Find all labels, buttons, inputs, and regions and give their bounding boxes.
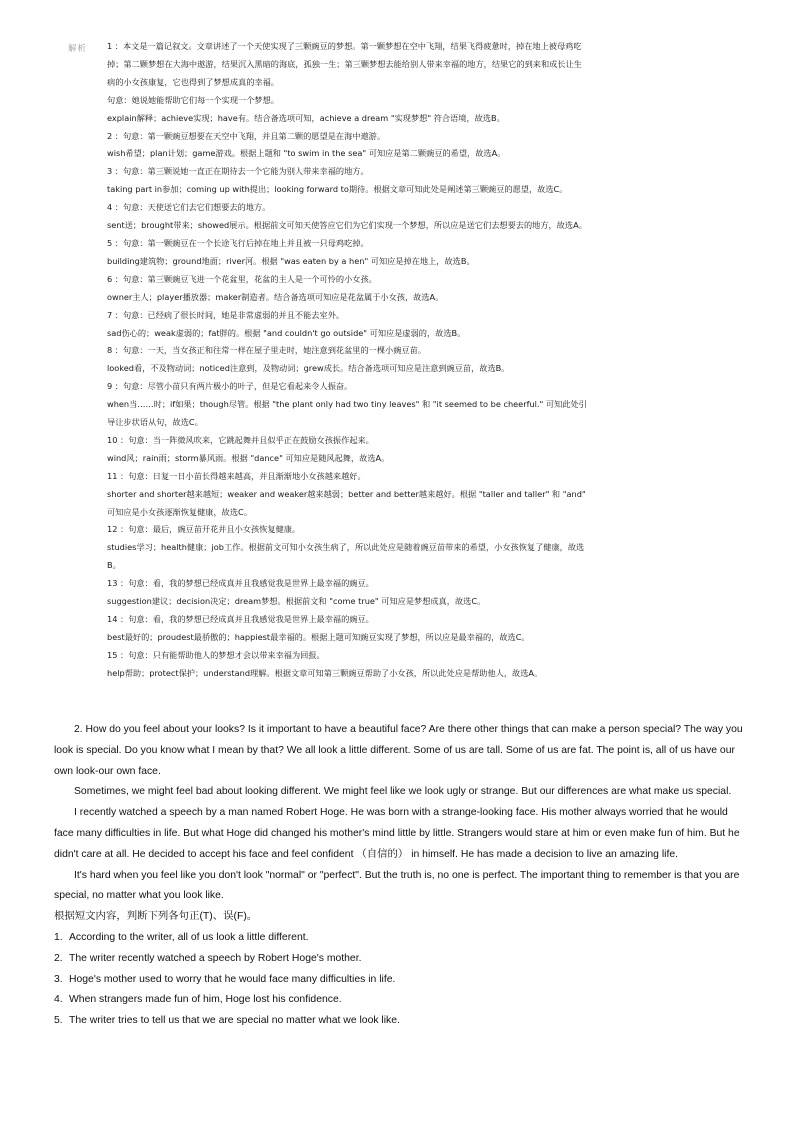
question-item bbox=[54, 949, 744, 970]
passage-paragraph: Sometimes, we might feel bad about looking different. We might feel like we look ugly or strange. But our differences are what make us special. bbox=[74, 786, 732, 798]
question-text: The writer recently watched a speech by Robert Hoge's mother. bbox=[69, 952, 362, 964]
analysis-line: 7 ：句意：已经病了很长时间，她是非常虚弱的并且不能去室外。 bbox=[107, 309, 345, 320]
analysis-line: 5 ：句意：第一颗豌豆在一个长途飞行后掉在地上并且被一只母鸡吃掉。 bbox=[107, 237, 369, 248]
question-item bbox=[54, 990, 744, 1011]
analysis-line: 2 ：句意：第一颗豌豆想要在天空中飞翔，并且第二颗的愿望是在海中遨游。 bbox=[107, 130, 386, 141]
analysis-line: 15 ：句意：只有能帮助他人的梦想才会以带来幸福为回报。 bbox=[107, 649, 325, 660]
analysis-line: 句意：她说她能帮助它们每一个实现一个梦想。 bbox=[107, 94, 279, 105]
analysis-line: taking part in参加；coming up with提出；looking forward to期待。根据文章可知此处是阐述第三颗豌豆的愿望，故选C。 bbox=[107, 184, 568, 195]
task-instruction: 根据短文内容，判断下列各句正(T)、误(F)。 bbox=[54, 911, 258, 923]
analysis-line: wind风；rain雨；storm暴风雨。根据 "dance" 可知应是随风起舞，故选A。 bbox=[107, 452, 390, 463]
analysis-line: help帮助；protect保护；understand理解。根据文章可知第三颗豌豆帮助了小女孩，所以此处应是帮助他人，故选A。 bbox=[107, 667, 543, 678]
analysis-line: 11 ：句意：日复一日小苗长得越来越高，并且渐渐地小女孩越来越好。 bbox=[107, 470, 366, 481]
question-number: 3. bbox=[54, 973, 63, 985]
analysis-line: 10 ：句意：当一阵微风吹来，它跳起舞并且似乎正在鼓励女孩振作起来。 bbox=[107, 434, 374, 445]
analysis-line: 13 ：句意：看，我的梦想已经成真并且我感觉我是世界上最幸福的豌豆。 bbox=[107, 578, 374, 589]
question-item bbox=[54, 1011, 744, 1032]
question-item bbox=[54, 928, 744, 949]
analysis-line: suggestion建议；decision决定；dream梦想。根据前文和 "come true" 可知应是梦想成真，故选C。 bbox=[107, 596, 486, 607]
analysis-line: B。 bbox=[107, 560, 121, 571]
analysis-line: 4 ：句意：天使送它们去它们想要去的地方。 bbox=[107, 202, 271, 213]
passage-paragraph: 2. How do you feel about your looks? Is it important to have a beautiful face? Are there other things that can make a person special? The way you look is special. Do you know what I mean by that? We all look a little different. Some of us are tall. Some of us are fat. The point is, all of us have our own look-our own face. bbox=[54, 724, 743, 777]
question-item bbox=[54, 970, 744, 991]
analysis-line: studies学习；health健康；job工作。根据前文可知小女孩生病了，所以此处应是随着豌豆苗带来的希望，小女孩恢复了健康，故选 bbox=[107, 542, 585, 553]
analysis-line: looked看，不及物动词；noticed注意到，及物动词；grew成长。结合备选项可知应是注意到豌豆苗，故选B。 bbox=[107, 363, 510, 374]
question-text: Hoge's mother used to worry that he would face many difficulties in life. bbox=[69, 973, 396, 985]
analysis-section bbox=[62, 38, 742, 683]
analysis-body bbox=[107, 38, 742, 683]
question-number: 2. bbox=[54, 952, 63, 964]
analysis-line: 可知应是小女孩逐渐恢复健康，故选C。 bbox=[107, 506, 252, 517]
analysis-line: sad伤心的；weak虚弱的；fat胖的。根据 "and couldn't go outside" 可知应是虚弱的，故选B。 bbox=[107, 327, 466, 338]
analysis-line: 1 ：本文是一篇记叙文。文章讲述了一个天使实现了三颗豌豆的梦想。第一颗梦想在空中飞翔，结果飞得疲惫时，掉在地上被母鸡吃 bbox=[107, 41, 582, 51]
analysis-line: shorter and shorter越来越短；weaker and weaker越来越弱；better and better越来越好。根据 "taller and taller" 和 "and" bbox=[107, 488, 586, 499]
passage-paragraph: I recently watched a speech by a man named Robert Hoge. He was born with a strange-looking face. His mother always worried that he would face many difficulties in life. But what Hoge did changed his mother's mind little by little. Strangers would stare at him or even make fun of him. But he didn't care at all. He decided to accept his face and feel confident （自信的） in himself. He has made a decision to live an amazing life. bbox=[54, 807, 740, 860]
analysis-line: 9 ：句意：尽管小苗只有两片极小的叶子，但是它看起来令人振奋。 bbox=[107, 381, 353, 392]
analysis-line: 掉；第二颗梦想在大海中遨游，结果沉入黑暗的海底，孤独一生；第三颗梦想去能给别人带来幸福的地方，结果它的到来和成长让生 bbox=[107, 58, 582, 69]
question-list bbox=[54, 928, 744, 1032]
question-text: According to the writer, all of us look a little different. bbox=[69, 931, 309, 943]
analysis-line: 6 ：句意：第三颗豌豆飞进一个花盆里，花盆的主人是一个可怜的小女孩。 bbox=[107, 273, 377, 284]
analysis-label: 解析 bbox=[68, 44, 88, 54]
analysis-line: 8 ：句意：一天，当女孩正和往常一样在屋子里走时，她注意到花盆里的一棵小豌豆苗。 bbox=[107, 345, 426, 356]
analysis-line: best最好的；proudest最骄傲的；happiest最幸福的。根据上题可知豌豆实现了梦想，所以应是最幸福的，故选C。 bbox=[107, 631, 530, 642]
analysis-line: when当……时；if如果；though尽管。根据 "the plant only had two tiny leaves" 和 "it seemed to be cheerful." 可知此处引 bbox=[107, 399, 587, 410]
question-text: When strangers made fun of him, Hoge lost his confidence. bbox=[69, 994, 342, 1006]
reading-passage bbox=[54, 720, 744, 1032]
analysis-line: 14 ：句意：看，我的梦想已经成真并且我感觉我是世界上最幸福的豌豆。 bbox=[107, 614, 374, 624]
question-text: The writer tries to tell us that we are special no matter what we look like. bbox=[69, 1015, 400, 1027]
analysis-line: wish希望；plan计划；game游戏。根据上题和 "to swim in the sea" 可知应是第二颗豌豆的希望，故选A。 bbox=[107, 148, 506, 159]
analysis-line: sent送；brought带来；showed展示。根据前文可知天使答应它们为它们实现一个梦想，所以应是送它们去想要去的地方，故选A。 bbox=[107, 220, 587, 231]
analysis-line: owner主人；player播放器；maker制造者。结合备选项可知应是花盆属于小女孩，故选A。 bbox=[107, 291, 444, 302]
question-number: 4. bbox=[54, 994, 63, 1006]
analysis-line: 12 ：句意：最后，豌豆苗开花并且小女孩恢复健康。 bbox=[107, 524, 301, 535]
question-number: 5. bbox=[54, 1015, 63, 1027]
analysis-line: 导让步状语从句，故选C。 bbox=[107, 417, 203, 428]
question-number: 1. bbox=[54, 931, 63, 943]
analysis-line: building建筑物；ground地面；river河。根据 "was eaten by a hen" 可知应是掉在地上，故选B。 bbox=[107, 255, 475, 266]
analysis-line: 病的小女孩康复，它也得到了梦想成真的幸福。 bbox=[107, 76, 279, 87]
analysis-line: 3 ：句意：第三颗说她一直正在期待去一个它能为别人带来幸福的地方。 bbox=[107, 166, 369, 177]
analysis-line: explain解释；achieve实现；have有。结合备选项可知，achieve a dream "实现梦想" 符合语境，故选B。 bbox=[107, 112, 505, 123]
passage-paragraph: It's hard when you feel like you don't look "normal" or "perfect". But the truth is, no one is perfect. The important thing to remember is that you are special, no matter what you look like. bbox=[54, 869, 740, 902]
